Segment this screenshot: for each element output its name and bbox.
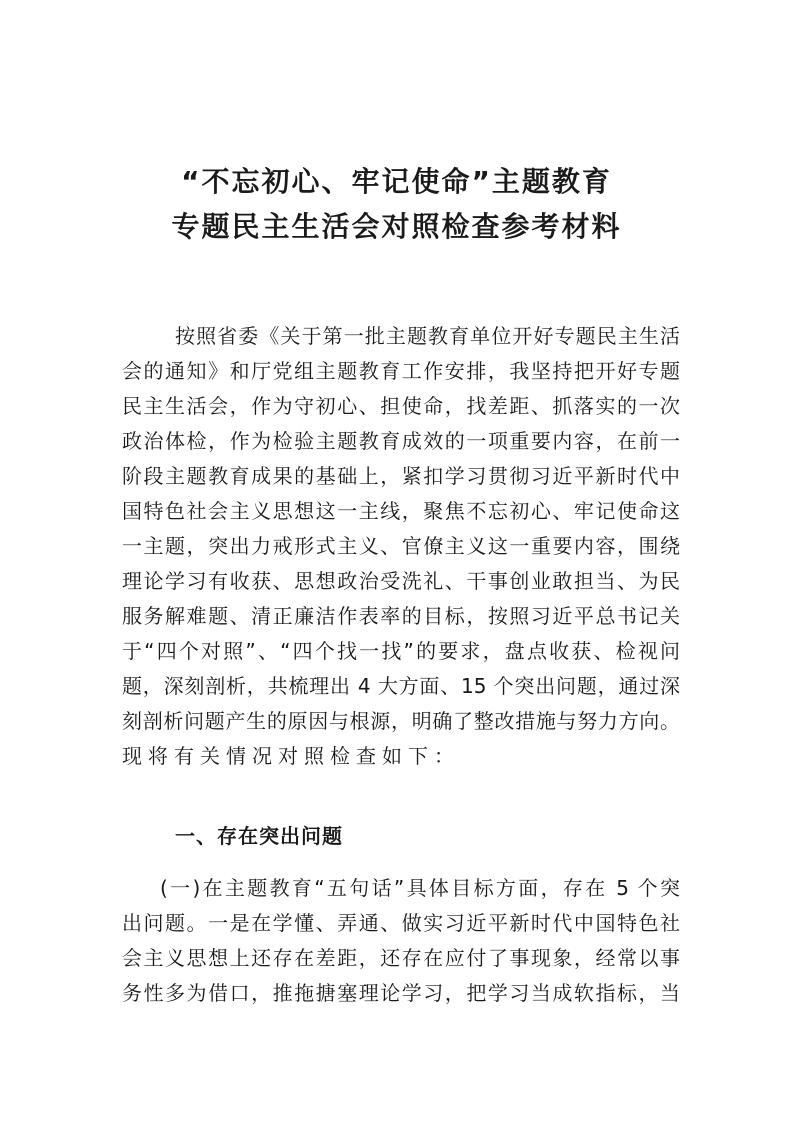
paragraph-line: 现将有关情况对照检查如下：	[122, 744, 460, 768]
paragraph-line: 政治体检，作为检验主题教育成效的一项重要内容，在前一	[122, 429, 680, 453]
paragraph-line: 按照省委《关于第一批主题教育单位开好专题民主生活	[175, 324, 680, 348]
paragraph-line: 民主生活会，作为守初心、担使命，找差距、抓落实的一次	[122, 394, 680, 418]
paragraph-line: (一)在主题教育“五句话”具体目标方面，存在 5 个突	[160, 876, 680, 900]
document-title-line-2: 专题民主生活会对照检查参考材料	[171, 210, 622, 243]
paragraph-line: 务性多为借口，推拖搪塞理论学习，把学习当成软指标，当	[122, 981, 680, 1005]
paragraph-line: 服务解难题、清正廉洁作表率的目标，按照习近平总书记关	[122, 604, 680, 628]
paragraph-line: 题，深刻剖析，共梳理出 4 大方面、15 个突出问题，通过深	[122, 674, 680, 698]
document-title-line-1: “不忘初心、牢记使命”主题教育	[181, 165, 612, 198]
paragraph-line: 一主题，突出力戒形式主义、官僚主义这一重要内容，围绕	[122, 534, 680, 558]
paragraph-line: 于“四个对照”、“四个找一找”的要求，盘点收获、检视问	[122, 639, 680, 663]
paragraph-line: 出问题。一是在学懂、弄通、做实习近平新时代中国特色社	[122, 911, 680, 935]
paragraph-line: 阶段主题教育成果的基础上，紧扣学习贯彻习近平新时代中	[122, 464, 680, 488]
paragraph-line: 会主义思想上还存在差距，还存在应付了事现象，经常以事	[122, 946, 680, 970]
section-heading: 一、存在突出问题	[175, 824, 343, 848]
paragraph-line: 国特色社会主义思想这一主线，聚焦不忘初心、牢记使命这	[122, 499, 680, 523]
paragraph-line: 理论学习有收获、思想政治受洗礼、干事创业敢担当、为民	[122, 569, 680, 593]
paragraph-line: 刻剖析问题产生的原因与根源，明确了整改措施与努力方向。	[122, 709, 680, 733]
paragraph-line: 会的通知》和厅党组主题教育工作安排，我坚持把开好专题	[122, 359, 680, 383]
